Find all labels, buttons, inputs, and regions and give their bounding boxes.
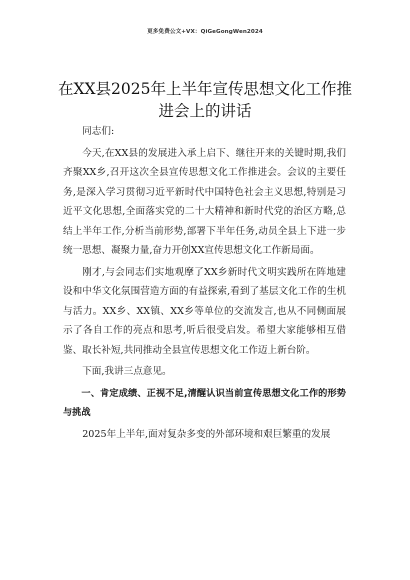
paragraph-transition: 下面,我讲三点意见。: [82, 366, 172, 377]
document-title: [54, 78, 356, 122]
title-line-2: 进会上的讲话: [158, 102, 252, 120]
paragraph-opening: 今天,在XX县的发展进入承上启下、继往开来的关键时期,我们齐聚XX乡,召开这次全县宣传思想文化工作推进会。会议的主要任务,是深入学习贯彻习近平新时代中国特色社会主义思想,特别是习近平文化思想,全面落实党的二十大精神和新时代党的治区方略,总结上半年工作,分析当前形势,部署下半年任务,动员全县上下进一步统一思想、凝聚力量,奋力开创XX宣传思想文化工作新局面。: [63, 147, 346, 256]
document-body: [63, 122, 346, 444]
paragraph-section-start: 2025年上半年,面对复杂多变的外部环境和艰巨繁重的发展: [82, 428, 331, 440]
salutation: 同志们:: [82, 126, 115, 137]
paragraph-observation: 刚才,与会同志们实地观摩了XX乡新时代文明实践所在阵地建设和中华文化氛围营造方面的有益探索,看到了基层文化工作的生机与活力。XX乡、XX镇、XX乡等单位的交流发言,也从不同侧面展示了各自工作的亮点和思考,听后很受启发。希望大家能够相互借鉴、取长补短,共同推动全县宣传思想文化工作迈上新台阶。: [63, 266, 346, 356]
title-line-1: 在XX县2025年上半年宣传思想文化工作推: [57, 80, 353, 98]
header-note: 更多免费公文+VX：QiGeGongWen2024: [147, 29, 263, 35]
section-heading: 一、肯定成绩、正视不足,清醒认识当前宣传思想文化工作的形势与挑战: [63, 387, 346, 418]
